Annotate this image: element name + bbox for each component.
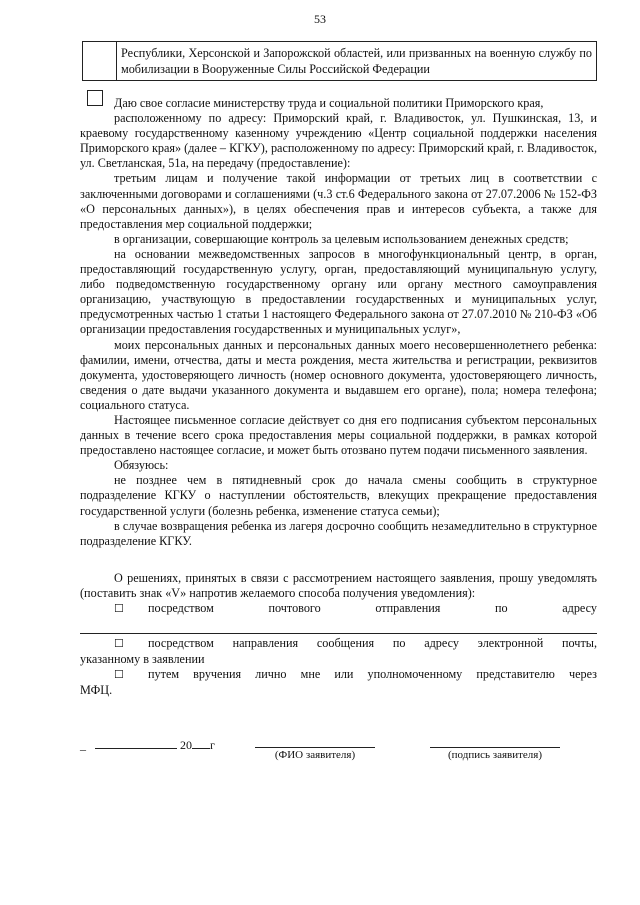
option-email-label-2: указанному в заявлении: [80, 652, 205, 667]
address-line[interactable]: [80, 619, 597, 634]
year-blank[interactable]: [192, 748, 210, 749]
notify-intro: О решениях, принятых в связи с рассмотрением настоящего заявления, прошу уведомлять (поставить знак «V» напротив желаемого способа получения уведомления):: [80, 570, 597, 600]
consent-address: расположенному по адресу: Приморский край, г. Владивосток, ул. Пушкинская, 13, и краевому государственному казенному учреждению «Центр социальной поддержки населения Приморского края» (далее – КГКУ), расположенному по адресу: Приморский край, г. Владивосток, ул. Светланская, 51а, на передачу (предоставление):: [80, 111, 597, 171]
date-dash: _: [80, 738, 86, 752]
table-text-cell: Республики, Херсонской и Запорожской областей, или призванных на военную службу по мобилизации в Вооруженные Силы Российской Федерации: [121, 46, 592, 76]
option-personal-label: путем вручения лично мне или уполномоченному представителю через: [148, 667, 597, 682]
email-checkbox[interactable]: ☐: [114, 638, 124, 651]
option-email: [80, 636, 597, 652]
option-personal: [80, 667, 597, 683]
date-blank[interactable]: [95, 748, 177, 749]
year-prefix: 20: [180, 738, 192, 752]
date-field[interactable]: [80, 738, 215, 753]
personal-checkbox[interactable]: ☐: [114, 669, 124, 682]
post-checkbox[interactable]: ☐: [114, 603, 124, 615]
consent-term: Настоящее письменное согласие действует со дня его подписания субъектом персональных данных в течение всего срока предоставления меры социальной поддержки, в рамках которой предоставлено настоящее согласие, и может быть отозвано путем подачи письменного заявления.: [80, 412, 597, 458]
signature-block: [80, 738, 597, 778]
fio-label: (ФИО заявителя): [255, 747, 375, 761]
option-email-label: посредством направления сообщения по адресу электронной почты,: [148, 636, 597, 651]
option-post-label: посредством почтового отправления по адресу: [148, 601, 597, 615]
signature-label: (подпись заявителя): [430, 747, 560, 761]
obligate-title: Обязуюсь:: [114, 458, 169, 473]
option-personal-label-2: МФЦ.: [80, 683, 113, 698]
obligate-item-1: не позднее чем в пятидневный срок до начала смены сообщить в структурное подразделение КГКУ о наступлении обстоятельств, влекущих прекращение предоставления государственной услуги (болезнь ребенка, изменение статуса семьи);: [80, 473, 597, 518]
page-number: 53: [314, 12, 326, 26]
option-post: [80, 601, 597, 617]
consent-line-1: Даю свое согласие министерству труда и социальной политики Приморского края,: [114, 96, 544, 110]
document-body: [80, 96, 597, 698]
header-table-row: [82, 41, 597, 81]
consent-mfc: на основании межведомственных запросов в многофункциональный центр, в орган, предоставляющий государственную услугу, орган, предоставляющий муниципальную услугу, либо подведомственную государственному органу или органу местного самоуправления организацию, участвующую в предоставлении государственных и муниципальных услуг, предусмотренных частью 1 статьи 1 настоящего Федерального закона от 27.07.2010 № 210-ФЗ «Об организации предоставления государственных и муниципальных услуг»,: [80, 246, 597, 337]
consent-third-parties: третьим лицам и получение такой информации от третьих лиц в соответствии с заключенными договорами и соглашениями (ч.3 ст.6 Федерального закона от 27.07.2006 № 152-ФЗ «О персональных данных»), в целях обеспечения прав и интересов субъекта, а также для предоставления мер социальной поддержки;: [80, 171, 597, 231]
consent-control-orgs: в организации, совершающие контроль за целевым использованием денежных средств;: [114, 231, 569, 246]
consent-personal-data: моих персональных данных и персональных данных моего несовершеннолетнего ребенка: фамилии, имени, отчества, даты и места рождения, места жительства и регистрации, реквизитов документа, удостоверяющего личность (номер основного документа, удостоверяющего личность, сведения о дате выдачи указанного документа и выдавшем его органе), пола; номера телефона; социального статуса.: [80, 337, 597, 412]
table-checkbox-cell: [83, 42, 117, 80]
year-suffix: г: [210, 738, 215, 752]
obligate-item-2: в случае возвращения ребенка из лагеря досрочно сообщить незамедлительно в структурное подразделение КГКУ.: [80, 518, 597, 548]
